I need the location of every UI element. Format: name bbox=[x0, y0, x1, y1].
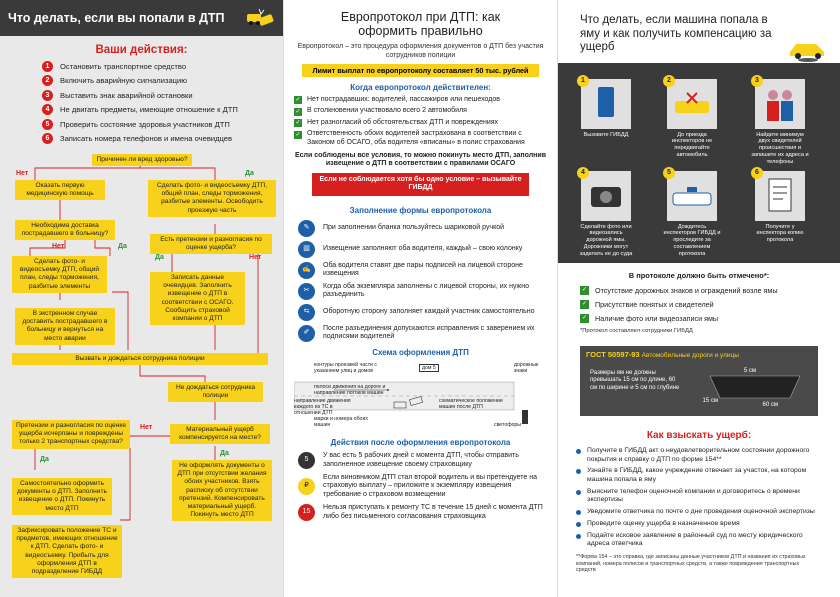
step-item: 1 Вызовите ГИБДД bbox=[576, 79, 636, 139]
protocol-item: ✓ Отсутствие дорожных знаков и ограждений возле ямы bbox=[581, 286, 778, 295]
valid-list bbox=[284, 94, 557, 149]
witnesses-icon: 3 bbox=[755, 79, 805, 129]
check-icon: ✓ bbox=[581, 315, 588, 321]
check-icon: ✓ bbox=[581, 301, 588, 307]
signature-icon: ✍ bbox=[298, 262, 315, 279]
fill-item: ✍ Оба водителя ставят две пары подписей на лицевой стороне извещения bbox=[284, 260, 557, 281]
fill-item: ✐ После разъединения допускаются исправления с заверением их подписями водителей bbox=[284, 323, 557, 344]
call-gibdd-banner: Если не соблюдается хотя бы одно условие – вызывайте ГИБДД bbox=[312, 173, 529, 196]
label-no: Нет bbox=[16, 170, 29, 177]
valid-title: Когда европротокол действителен: bbox=[350, 83, 491, 92]
fill-item: ✂ Когда оба экземпляра заполнены с лицевой стороны, их нужно разъединить bbox=[284, 281, 557, 302]
action-item: 3 Выставить знак аварийной остановки bbox=[42, 88, 283, 103]
definition-text: Европротокол – это процедура оформления документов о ДТП без участия сотрудников полиции bbox=[297, 43, 544, 59]
check-icon: ✓ bbox=[295, 120, 301, 126]
how-list bbox=[558, 446, 840, 551]
actions-title: Ваши действия: bbox=[95, 44, 188, 56]
box-witness: Записать данные очевидцев. Заполнить извещение о ДТП в соответствии с ОСАГО. Сообщить страховой компании о ДТП bbox=[150, 272, 245, 325]
footnote: **Форма 154 – это справка, где записаны данные участников ДТП и названия их страховых компаний, номера полисов и транспортных средств, а также повреждения транспортных средств bbox=[576, 554, 806, 574]
label-yes: Да bbox=[40, 456, 49, 463]
label-yes: Да bbox=[155, 254, 164, 261]
scissors-icon: ✂ bbox=[298, 283, 315, 300]
how-item: Уведомите ответчика по почте о дне проведения оценочной экспертизы bbox=[558, 506, 840, 518]
how-title: Как взыскать ущерб: bbox=[646, 429, 752, 441]
box-photo-clear: Сделать фото- и видеосъемку ДТП, общий план, следы торможения, разбитые элементы. Освободить проезжую часть bbox=[148, 180, 276, 217]
car-x-icon: 2 bbox=[667, 79, 717, 129]
how-item: Проведите оценку ущерба в назначенное время bbox=[558, 518, 840, 530]
col1-title: Что делать, если вы попали в ДТП bbox=[8, 11, 225, 25]
fill-item: ⇆ Оборотную сторону заполняет каждый участник самостоятельно bbox=[284, 302, 557, 323]
phone-icon: 1 bbox=[581, 79, 631, 129]
scheme-title: Схема оформления ДТП bbox=[372, 347, 469, 357]
protocol-title: В протоколе должно быть отмечено*: bbox=[628, 270, 770, 280]
box-first-aid: Оказать первую медицинскую помощь bbox=[15, 180, 105, 200]
valid-item: ✓ Нет разногласий об обстоятельствах ДТП и повреждениях bbox=[295, 118, 499, 126]
no-repair-icon: 15 bbox=[298, 504, 315, 521]
check-icon: ✓ bbox=[295, 97, 301, 103]
box-hospital: В экстренном случае доставить пострадавшего в больницу и вернуться на место аварии bbox=[15, 308, 115, 345]
action-item: 5 Проверить состояние здоровья участников ДТП bbox=[42, 117, 283, 132]
question-claims-resolved: Претензии и разногласия по оценке ущерба исчерпаны и повреждены только 2 транспортных средства? bbox=[12, 420, 130, 449]
valid-item: ✓ Ответственность обоих водителей застрахована в соответствии с Законом об ОСАГО, оба водителя «вписаны» в полис страхования bbox=[295, 130, 525, 146]
label-yes: Да bbox=[245, 170, 254, 177]
document-icon: 6 bbox=[755, 171, 805, 221]
after-title: Действия после оформления европротокола bbox=[330, 437, 511, 447]
action-item: 1 Остановить транспортное средство bbox=[42, 59, 283, 74]
check-icon: ✓ bbox=[581, 287, 588, 293]
scheme-diagram: контуры проезжей части с указанием улиц и домов дом 5 дорожные знаки полоси движения на дороге и направление потоков машин направление движения каждого из ТС в отношении ДТП схематическое положение машин после ДТП марки и номера обоих машин светофоры bbox=[294, 360, 547, 432]
how-item: Выясните телефон оценочной компании и договоритесь о времени экспертизы bbox=[558, 486, 840, 506]
label-no: Нет bbox=[52, 243, 65, 250]
box-no-doc: Не оформлять документы о ДТП при отсутствии желания обоих участников. Взять расписку об отсутствии претензий. Компенсировать материальный ущерб. Покинуть место ДТП bbox=[172, 460, 272, 521]
label-yes: Да bbox=[118, 243, 127, 250]
police-car-icon: 5 bbox=[667, 171, 717, 221]
valid-item: ✓ В столкновении участвовало всего 2 автомобиля bbox=[295, 107, 467, 115]
ruble-icon: ₽ bbox=[298, 478, 315, 495]
gost-panel: ГОСТ 50597-93 Автомобильные дороги и улицы Размеры ям не должны превышать 15 см по длине, 60 см по ширине и 5 см по глубине 5 см 15 см 60 см bbox=[580, 346, 818, 416]
action-item: 6 Записать номера телефонов и имена очевидцев bbox=[42, 132, 283, 147]
step-item: 5 Дождитесь инспекторов ГИБДД и проследите за составлением протокола bbox=[663, 168, 721, 257]
after-item: 15 Нельзя приступать к ремонту ТС в течение 15 дней с момента ДТП либо без письменного согласования страховщика bbox=[284, 501, 557, 525]
flip-icon: ⇆ bbox=[298, 304, 315, 321]
check-icon: ✓ bbox=[295, 131, 301, 138]
column-accident bbox=[0, 0, 283, 597]
steps-panel bbox=[558, 63, 840, 263]
fill-item: ▥ Извещение заполняют оба водителя, каждый – свою колонку bbox=[284, 239, 557, 260]
action-item: 2 Включить аварийную сигнализацию bbox=[42, 74, 283, 89]
columns-icon: ▥ bbox=[298, 241, 315, 258]
after-item: ₽ Если виновником ДТП стал второй водитель и вы претендуете на страховую выплату – приложите к экземпляру извещения требование о страховом возмещении bbox=[284, 473, 557, 501]
label-no: Нет bbox=[140, 424, 153, 431]
fill-item: ✎ При заполнении бланка пользуйтесь шариковой ручкой bbox=[284, 218, 557, 239]
label-no: Нет bbox=[249, 254, 262, 261]
car-pothole-icon bbox=[786, 36, 830, 62]
fill-title: Заполнение формы европротокола bbox=[349, 205, 492, 215]
box-no-police: Не дождаться сотрудника полиции bbox=[168, 382, 263, 402]
edit-icon: ✐ bbox=[298, 325, 315, 342]
step-item: 6 Получите у инспектора копию протокола bbox=[750, 171, 810, 244]
step-item: 4 Сделайте фото или видеозапись дорожной ямы. Дорожники могут заделать ее до суда bbox=[576, 171, 636, 258]
question-hospital: Необходима доставка пострадавшего в больницу? bbox=[15, 220, 115, 240]
gost-text: Размеры ям не должны превышать 15 см по длине, 60 см по ширине и 5 см по глубине bbox=[590, 369, 680, 391]
protocol-item: ✓ Наличие фото или видеозаписи ямы bbox=[581, 314, 719, 323]
question-damage: Материальный ущерб компенсируется на месте? bbox=[170, 424, 270, 444]
all-ok-text: Если соблюдены все условия, то можно покинуть место ДТП, заполнив извещение о ДТП в соответствии с правилами ОСАГО bbox=[294, 151, 546, 167]
question-claims: Есть претензии и разногласия по оценке ущерба? bbox=[150, 234, 272, 254]
col2-title: Европротокол при ДТП: как оформить правильно bbox=[340, 10, 501, 38]
box-call-police: Вызвать и дождаться сотрудника полиции bbox=[12, 353, 268, 365]
box-self-doc: Самостоятельно оформить документы о ДТП. Заполнить извещение о ДТП. Покинуть место ДТП bbox=[12, 478, 112, 515]
label-yes: Да bbox=[220, 450, 229, 457]
box-photo: Сделать фото- и видеосъемку ДТП, общий план, следы торможения, разбитые элементы bbox=[12, 256, 107, 293]
fill-list bbox=[284, 218, 557, 344]
how-item: Получите в ГИБДД акт о неудовлетворительном состоянии дорожного покрытия и справку о ДТП по форме 154** bbox=[558, 446, 840, 466]
protocol-note: *Протокол составляют сотрудники ГИБДД bbox=[580, 327, 693, 334]
how-item: Подайте исковое заявление в районный суд по месту юридического адреса ответчика bbox=[558, 530, 840, 550]
protocol-item: ✓ Присутствие понятых и свидетелей bbox=[581, 300, 714, 309]
check-icon: ✓ bbox=[295, 108, 301, 115]
after-list bbox=[284, 449, 557, 525]
pen-icon: ✎ bbox=[298, 220, 315, 237]
column-europrotocol bbox=[283, 0, 558, 597]
calendar-icon: 5 bbox=[298, 452, 315, 469]
protocol-list bbox=[558, 284, 840, 326]
question-health: Причинен ли вред здоровью? bbox=[92, 154, 192, 166]
action-item: 4 Не двигать предметы, имеющие отношение к ДТП bbox=[42, 103, 283, 118]
how-item: Узнайте в ГИБДД, какое учреждение отвечает за участок, на котором машина попала в яму bbox=[558, 466, 840, 486]
col3-title: Что делать, если машина попала в яму и как получить компенсацию за ущерб bbox=[580, 14, 772, 53]
column-pothole bbox=[558, 0, 840, 597]
after-item: 5 У вас есть 5 рабочих дней с момента ДТП, чтобы отправить заполненное извещение своему страховщику bbox=[284, 449, 557, 473]
box-fix-gibdd: Зафиксировать положение ТС и предметов, имеющих отношение к ДТП. Сделать фото- и видеосъемку. Прибыть для оформления ДТП в подразделение ГИБДД bbox=[12, 525, 122, 578]
camera-icon: 4 bbox=[581, 171, 631, 221]
limit-banner: Лимит выплат по европротоколу составляет 50 тыс. рублей bbox=[302, 64, 539, 77]
valid-item: ✓ Нет пострадавших: водителей, пассажиров или пешеходов bbox=[295, 95, 500, 103]
step-item: 3 Найдите минимум двух свидетелей происшествия и запишите их адреса и телефоны bbox=[751, 76, 809, 165]
step-item: 2 До приезда инспекторов не передвигайте автомобиль bbox=[662, 79, 722, 159]
